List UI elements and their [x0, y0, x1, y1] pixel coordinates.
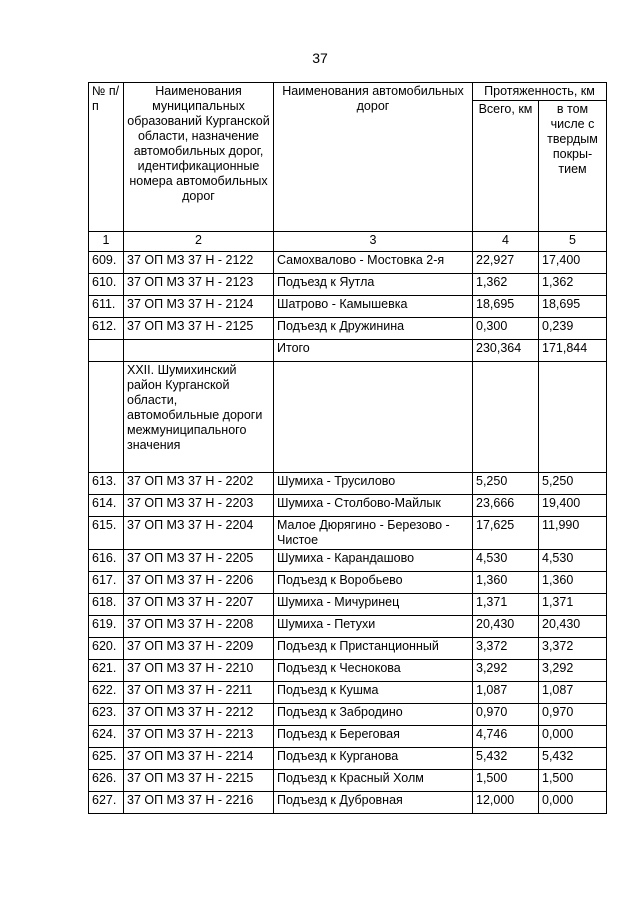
header-length: Протяженность, км	[473, 83, 607, 101]
length-total: 17,625	[473, 517, 539, 550]
length-total: 3,292	[473, 660, 539, 682]
road-name: Подъезд к Чеснокова	[274, 660, 473, 682]
table-row	[89, 473, 607, 495]
road-id: 37 ОП МЗ 37 Н - 2208	[124, 616, 274, 638]
length-paved: 19,400	[539, 495, 607, 517]
table-row	[89, 748, 607, 770]
section-row	[89, 362, 607, 473]
road-id: 37 ОП МЗ 37 Н - 2215	[124, 770, 274, 792]
length-paved: 3,372	[539, 638, 607, 660]
road-id: 37 ОП МЗ 37 Н - 2211	[124, 682, 274, 704]
row-number: 616.	[89, 550, 124, 572]
table-header	[89, 83, 607, 252]
roads-table	[88, 82, 607, 814]
road-id: 37 ОП МЗ 37 Н - 2213	[124, 726, 274, 748]
road-id: 37 ОП МЗ 37 Н - 2124	[124, 296, 274, 318]
table-row	[89, 682, 607, 704]
table-row	[89, 792, 607, 814]
length-paved: 17,400	[539, 252, 607, 274]
road-name: Шумиха - Карандашово	[274, 550, 473, 572]
road-name: Шумиха - Столбово-Майлык	[274, 495, 473, 517]
column-number: 1	[89, 232, 124, 252]
length-paved: 0,000	[539, 792, 607, 814]
length-total: 1,362	[473, 274, 539, 296]
row-number: 612.	[89, 318, 124, 340]
table-row	[89, 572, 607, 594]
road-name: Подъезд к Дружинина	[274, 318, 473, 340]
length-paved: 4,530	[539, 550, 607, 572]
row-number: 621.	[89, 660, 124, 682]
length-total: 1,500	[473, 770, 539, 792]
header-total: Всего, км	[473, 101, 539, 232]
row-number: 626.	[89, 770, 124, 792]
length-total: 0,970	[473, 704, 539, 726]
row-number: 622.	[89, 682, 124, 704]
road-name: Шумиха - Мичуринец	[274, 594, 473, 616]
length-paved: 3,292	[539, 660, 607, 682]
row-number: 618.	[89, 594, 124, 616]
length-total: 0,300	[473, 318, 539, 340]
table-row	[89, 318, 607, 340]
road-name: Шумиха - Петухи	[274, 616, 473, 638]
road-id: 37 ОП МЗ 37 Н - 2209	[124, 638, 274, 660]
row-number: 625.	[89, 748, 124, 770]
length-total: 22,927	[473, 252, 539, 274]
road-name: Подъезд к Красный Холм	[274, 770, 473, 792]
length-paved: 1,360	[539, 572, 607, 594]
length-total: 4,746	[473, 726, 539, 748]
road-id: 37 ОП МЗ 37 Н - 2210	[124, 660, 274, 682]
row-number: 613.	[89, 473, 124, 495]
table-row	[89, 252, 607, 274]
road-id: 37 ОП МЗ 37 Н - 2125	[124, 318, 274, 340]
road-name: Подъезд к Забродино	[274, 704, 473, 726]
length-paved: 0,000	[539, 726, 607, 748]
table-body	[89, 252, 607, 814]
column-number: 3	[274, 232, 473, 252]
length-paved	[539, 362, 607, 473]
road-name: Подъезд к Воробьево	[274, 572, 473, 594]
road-id: 37 ОП МЗ 37 Н - 2202	[124, 473, 274, 495]
road-name: Шумиха - Трусилово	[274, 473, 473, 495]
length-paved: 1,371	[539, 594, 607, 616]
road-name: Самохвалово - Мостовка 2-я	[274, 252, 473, 274]
column-number: 2	[124, 232, 274, 252]
road-name: Подъезд к Кушма	[274, 682, 473, 704]
road-id: 37 ОП МЗ 37 Н - 2216	[124, 792, 274, 814]
length-paved: 5,250	[539, 473, 607, 495]
page-number: 37	[312, 50, 328, 66]
road-id: 37 ОП МЗ 37 Н - 2203	[124, 495, 274, 517]
road-name: Малое Дюрягино - Березово - Чистое	[274, 517, 473, 550]
table-row	[89, 704, 607, 726]
length-paved: 0,970	[539, 704, 607, 726]
road-id: 37 ОП МЗ 37 Н - 2206	[124, 572, 274, 594]
total-label: Итого	[274, 340, 473, 362]
row-number: 611.	[89, 296, 124, 318]
total-paved: 171,844	[539, 340, 607, 362]
length-paved: 0,239	[539, 318, 607, 340]
column-number: 4	[473, 232, 539, 252]
table-row	[89, 274, 607, 296]
row-number: 615.	[89, 517, 124, 550]
table-row	[89, 726, 607, 748]
length-total: 4,530	[473, 550, 539, 572]
table-row	[89, 517, 607, 550]
table-row	[89, 550, 607, 572]
road-name: Подъезд к Дубровная	[274, 792, 473, 814]
table-row	[89, 296, 607, 318]
row-number: 610.	[89, 274, 124, 296]
length-total: 1,371	[473, 594, 539, 616]
length-paved: 20,430	[539, 616, 607, 638]
row-number: 624.	[89, 726, 124, 748]
table-row	[89, 594, 607, 616]
row-number: 620.	[89, 638, 124, 660]
table-row	[89, 770, 607, 792]
road-name	[274, 362, 473, 473]
section-title: XXII. Шумихинский район Курганской области, автомобильные дороги межмуниципального значения	[124, 362, 274, 473]
row-number: 627.	[89, 792, 124, 814]
length-paved: 1,362	[539, 274, 607, 296]
row-number	[89, 362, 124, 473]
length-total: 23,666	[473, 495, 539, 517]
row-number: 619.	[89, 616, 124, 638]
length-total	[473, 362, 539, 473]
road-id	[124, 340, 274, 362]
total-length: 230,364	[473, 340, 539, 362]
road-name: Шатрово - Камышевка	[274, 296, 473, 318]
header-municipality: Наименования муниципальных образований Курганской области, назначение автомобильных дорог, идентификационные номера автомобильных дорог	[124, 83, 274, 232]
table-row	[89, 638, 607, 660]
length-total: 18,695	[473, 296, 539, 318]
header-number: № п/п	[89, 83, 124, 232]
road-id: 37 ОП МЗ 37 Н - 2122	[124, 252, 274, 274]
road-id: 37 ОП МЗ 37 Н - 2214	[124, 748, 274, 770]
column-numbers-row	[89, 232, 607, 252]
row-number: 609.	[89, 252, 124, 274]
road-id: 37 ОП МЗ 37 Н - 2123	[124, 274, 274, 296]
length-total: 5,250	[473, 473, 539, 495]
table-row	[89, 495, 607, 517]
length-paved: 11,990	[539, 517, 607, 550]
road-name: Подъезд к Яутла	[274, 274, 473, 296]
table-row	[89, 660, 607, 682]
length-total: 5,432	[473, 748, 539, 770]
column-number: 5	[539, 232, 607, 252]
total-row	[89, 340, 607, 362]
road-name: Подъезд к Курганова	[274, 748, 473, 770]
table-row	[89, 616, 607, 638]
road-name: Подъезд к Пристанционный	[274, 638, 473, 660]
row-number: 617.	[89, 572, 124, 594]
length-total: 12,000	[473, 792, 539, 814]
header-road-name: Наименования автомобильных дорог	[274, 83, 473, 232]
length-paved: 1,500	[539, 770, 607, 792]
length-total: 3,372	[473, 638, 539, 660]
road-name: Подъезд к Береговая	[274, 726, 473, 748]
road-id: 37 ОП МЗ 37 Н - 2205	[124, 550, 274, 572]
row-number: 614.	[89, 495, 124, 517]
row-number	[89, 340, 124, 362]
header-row	[89, 83, 607, 101]
length-paved: 18,695	[539, 296, 607, 318]
length-total: 1,360	[473, 572, 539, 594]
road-id: 37 ОП МЗ 37 Н - 2212	[124, 704, 274, 726]
length-total: 20,430	[473, 616, 539, 638]
length-paved: 1,087	[539, 682, 607, 704]
length-paved: 5,432	[539, 748, 607, 770]
length-total: 1,087	[473, 682, 539, 704]
header-paved: в том числе с твердым покры-тием	[539, 101, 607, 232]
road-id: 37 ОП МЗ 37 Н - 2207	[124, 594, 274, 616]
road-id: 37 ОП МЗ 37 Н - 2204	[124, 517, 274, 550]
row-number: 623.	[89, 704, 124, 726]
